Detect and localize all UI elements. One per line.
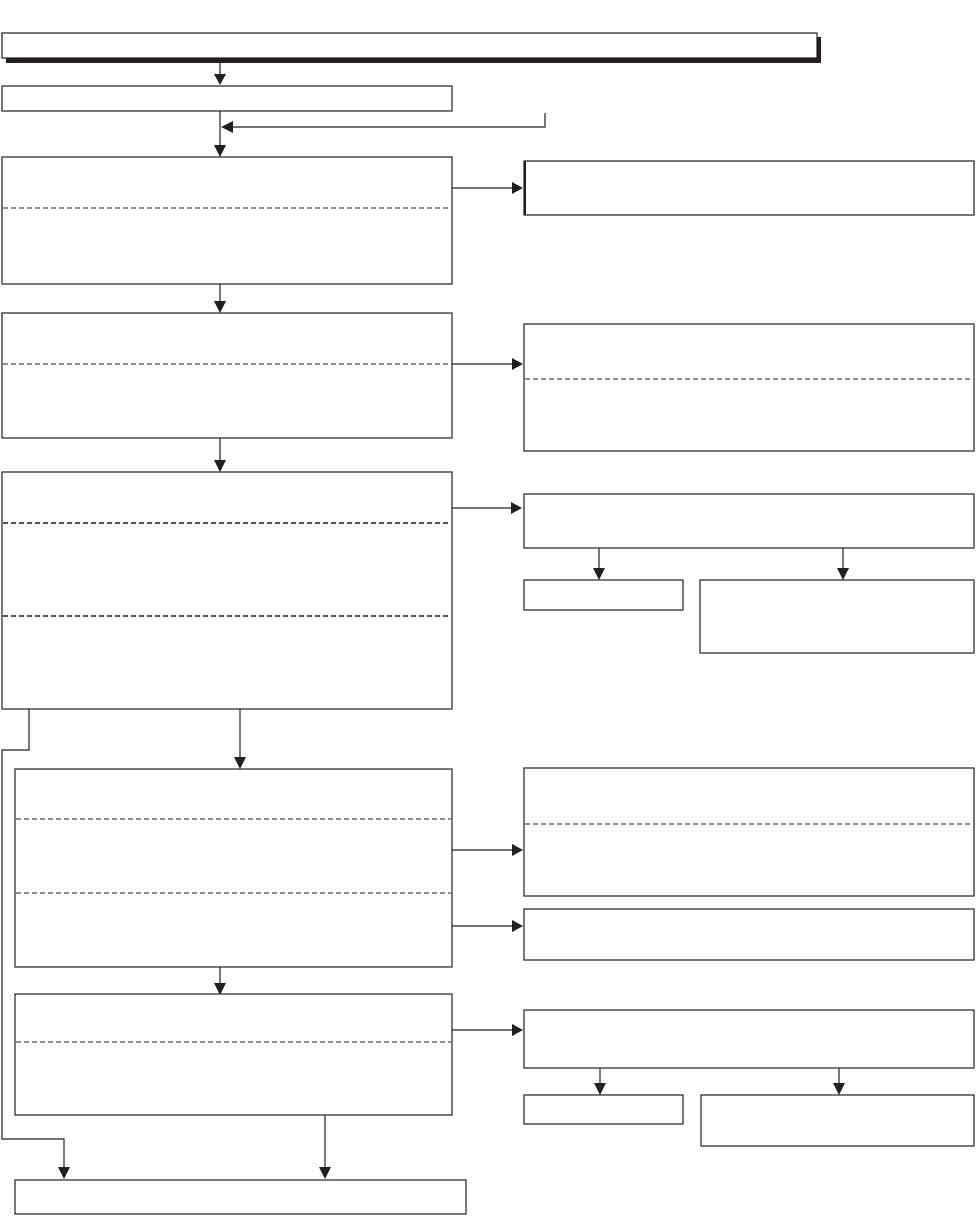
step-2-box (2, 313, 452, 438)
arrow-step-4-to-result-4a (452, 844, 523, 856)
header-box (2, 33, 821, 63)
arrow-step-1-to-step-2 (214, 284, 226, 313)
result-3-box (524, 494, 974, 548)
result-2-box (524, 324, 974, 451)
arrow-result-5-to-result-5b (833, 1068, 845, 1095)
result-4b-box (524, 909, 974, 960)
arrow-result-3-to-result-3a (593, 548, 605, 580)
step-1-box (2, 157, 452, 284)
start-box (2, 86, 452, 111)
step-4-box (15, 769, 452, 967)
result-1-box (524, 161, 974, 215)
arrow-step-5-to-end (319, 1115, 331, 1179)
arrow-step-2-to-result-2 (452, 358, 523, 370)
arrow-step-3-to-result-3 (452, 502, 522, 514)
result-5-box (524, 1010, 974, 1068)
result-4a-box (524, 768, 974, 896)
arrow-step-4-to-step-5 (214, 967, 226, 995)
arrow-step-4-to-result-4b (452, 920, 523, 932)
result-3b-box (700, 580, 974, 653)
result-5b-box (701, 1095, 974, 1146)
arrow-step-3-to-step-4 (234, 709, 246, 769)
result-3a-box (524, 580, 683, 610)
arrow-start-to-step-1 (214, 111, 226, 157)
step-3-box (2, 472, 452, 709)
arrow-step-2-to-step-3 (214, 438, 226, 472)
arrow-step-1-to-result-1 (452, 182, 523, 194)
arrow-result-5-to-result-5a (594, 1068, 606, 1095)
arrow-step-5-to-result-5 (452, 1024, 523, 1036)
result-5a-box (524, 1095, 683, 1124)
end-box (15, 1180, 466, 1214)
step-5-box (15, 994, 452, 1115)
arrow-result-3-to-result-3b (837, 548, 849, 580)
loop-back-connector (221, 113, 545, 133)
